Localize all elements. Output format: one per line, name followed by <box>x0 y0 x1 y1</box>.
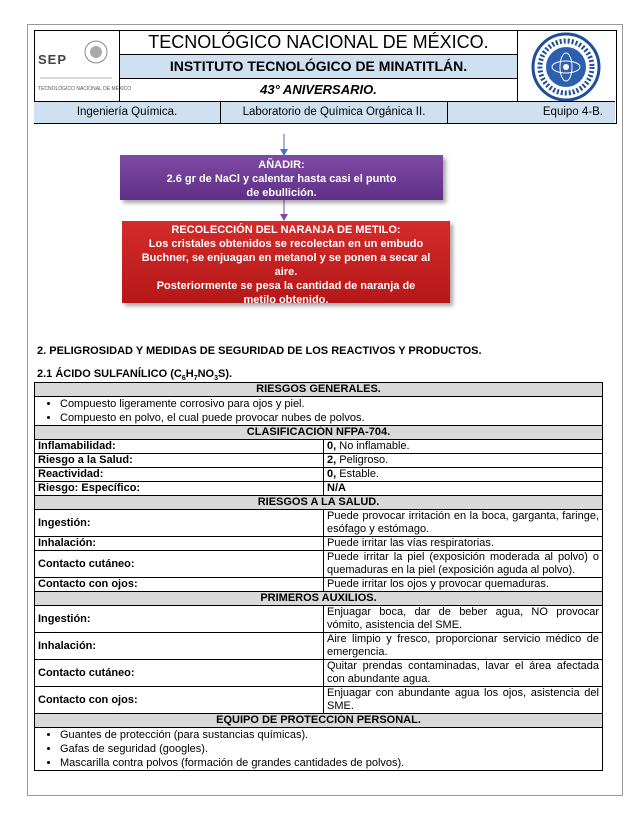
list-item: • Mascarilla contra polvos (formación de grandes cantidades de polvos). <box>60 756 599 770</box>
health-risks-header: RIESGOS A LA SALUD. <box>35 496 603 510</box>
table-row <box>35 468 603 482</box>
aid-text: Aire limpio y fresco, proporcionar servicio médico de emergencia. <box>324 633 603 660</box>
general-risks-header: RIESGOS GENERALES. <box>35 383 603 397</box>
table-row <box>35 633 603 660</box>
health-label: Contacto con ojos: <box>35 578 324 592</box>
header-career: Ingeniería Química. <box>34 102 221 123</box>
aid-text: Quitar prendas contaminadas, lavar el área afectada con abundante agua. <box>324 660 603 687</box>
flow-add-body: 2.6 gr de NaCl y calentar hasta casi el punto de ebullición. <box>166 173 397 199</box>
nfpa-label: Riesgo a la Salud: <box>35 454 324 468</box>
aid-text: Enjuagar con abundante agua los ojos, asistencia del SME. <box>324 687 603 714</box>
table-row <box>35 482 603 496</box>
list-item: • Guantes de protección (para sustancias químicas). <box>60 728 599 742</box>
first-aid-header: PRIMEROS AUXILIOS. <box>35 592 603 606</box>
flow-collect-title: RECOLECCIÓN DEL NARANJA DE METILO: <box>171 224 401 236</box>
header-institute: INSTITUTO TECNOLÓGICO DE MINATITLÁN. <box>120 54 517 79</box>
table-row <box>35 454 603 468</box>
tec-seal <box>517 30 615 107</box>
header-info-row <box>34 101 615 123</box>
subsection-title: 2.1 ÁCIDO SULFANÍLICO $(C_6H_7NO_3S)$. <box>37 368 233 383</box>
table-row <box>35 537 603 551</box>
table-row <box>35 551 603 578</box>
header-lab: Laboratorio de Química Orgánica II. <box>221 102 448 123</box>
table-row <box>35 510 603 537</box>
list-item: • Compuesto en polvo, el cual puede provocar nubes de polvos. <box>60 411 599 425</box>
table-row <box>35 660 603 687</box>
header-title: TECNOLÓGICO NACIONAL DE MÉXICO. <box>148 32 489 52</box>
aid-label: Ingestión: <box>35 606 324 633</box>
health-text: Puede irritar las vías respiratorias. <box>324 537 603 551</box>
aid-label: Contacto con ojos: <box>35 687 324 714</box>
nfpa-label: Reactividad: <box>35 468 324 482</box>
flow-step-add <box>120 155 443 200</box>
sep-logo <box>34 30 120 107</box>
health-text: Puede irritar los ojos y provocar quemaduras. <box>324 578 603 592</box>
nfpa-value: 0, Estable. <box>324 468 603 482</box>
flow-collect-body-1: Los cristales obtenidos se recolectan en un embudo Buchner, se enjuagan en metanol y se ponen a secar al aire. <box>141 238 431 278</box>
nfpa-label: Inflamabilidad: <box>35 440 324 454</box>
aid-text: Enjuagar boca, dar de beber agua, NO provocar vómito, asistencia del SME. <box>324 606 603 633</box>
sep-logo-subtext: TECNOLÓGICO NACIONAL DE MÉXICO <box>38 86 132 92</box>
nfpa-value: 0, No inflamable. <box>324 440 603 454</box>
ppe-list <box>35 728 603 771</box>
general-risks-list <box>35 397 603 426</box>
tec-seal-icon <box>518 30 614 105</box>
nfpa-label: Riesgo: Específico: <box>35 482 324 496</box>
section-title: 2. PELIGROSIDAD Y MEDIDAS DE SEGURIDAD DE LOS REACTIVOS Y PRODUCTOS. <box>37 345 482 357</box>
header-anniversary: 43° ANIVERSARIO. <box>260 82 377 97</box>
flow-collect-body-2: Posteriormente se pesa la cantidad de naranja de metilo obtenido. <box>156 280 416 306</box>
flow-step-collect <box>122 221 450 306</box>
list-item: • Compuesto ligeramente corrosivo para ojos y piel. <box>60 397 599 411</box>
flow-add-title: AÑADIR: <box>258 159 305 171</box>
safety-table <box>34 382 603 771</box>
sep-logo-text: SEP <box>38 52 68 67</box>
health-label: Contacto cutáneo: <box>35 551 324 578</box>
ppe-header: EQUIPO DE PROTECCIÓN PERSONAL. <box>35 714 603 728</box>
nfpa-header: CLASIFICACIÓN NFPA-704. <box>35 426 603 440</box>
nfpa-value: N/A <box>324 482 603 496</box>
health-label: Ingestión: <box>35 510 324 537</box>
health-text: Puede irritar la piel (exposición moderada al polvo) o quemaduras en la piel (exposición aguda al polvo). <box>324 551 603 578</box>
table-row <box>35 440 603 454</box>
table-row <box>35 687 603 714</box>
aid-label: Inhalación: <box>35 633 324 660</box>
health-label: Inhalación: <box>35 537 324 551</box>
aid-label: Contacto cutáneo: <box>35 660 324 687</box>
table-row <box>35 606 603 633</box>
health-text: Puede provocar irritación en la boca, garganta, faringe, esófago y estómago. <box>324 510 603 537</box>
nfpa-value: 2, Peligroso. <box>324 454 603 468</box>
list-item: • Gafas de seguridad (googles). <box>60 742 599 756</box>
arrow-down-icon <box>280 214 288 221</box>
table-row <box>35 578 603 592</box>
header-team: Equipo 4-B. <box>542 106 603 118</box>
sep-emblem-icon <box>34 30 118 105</box>
